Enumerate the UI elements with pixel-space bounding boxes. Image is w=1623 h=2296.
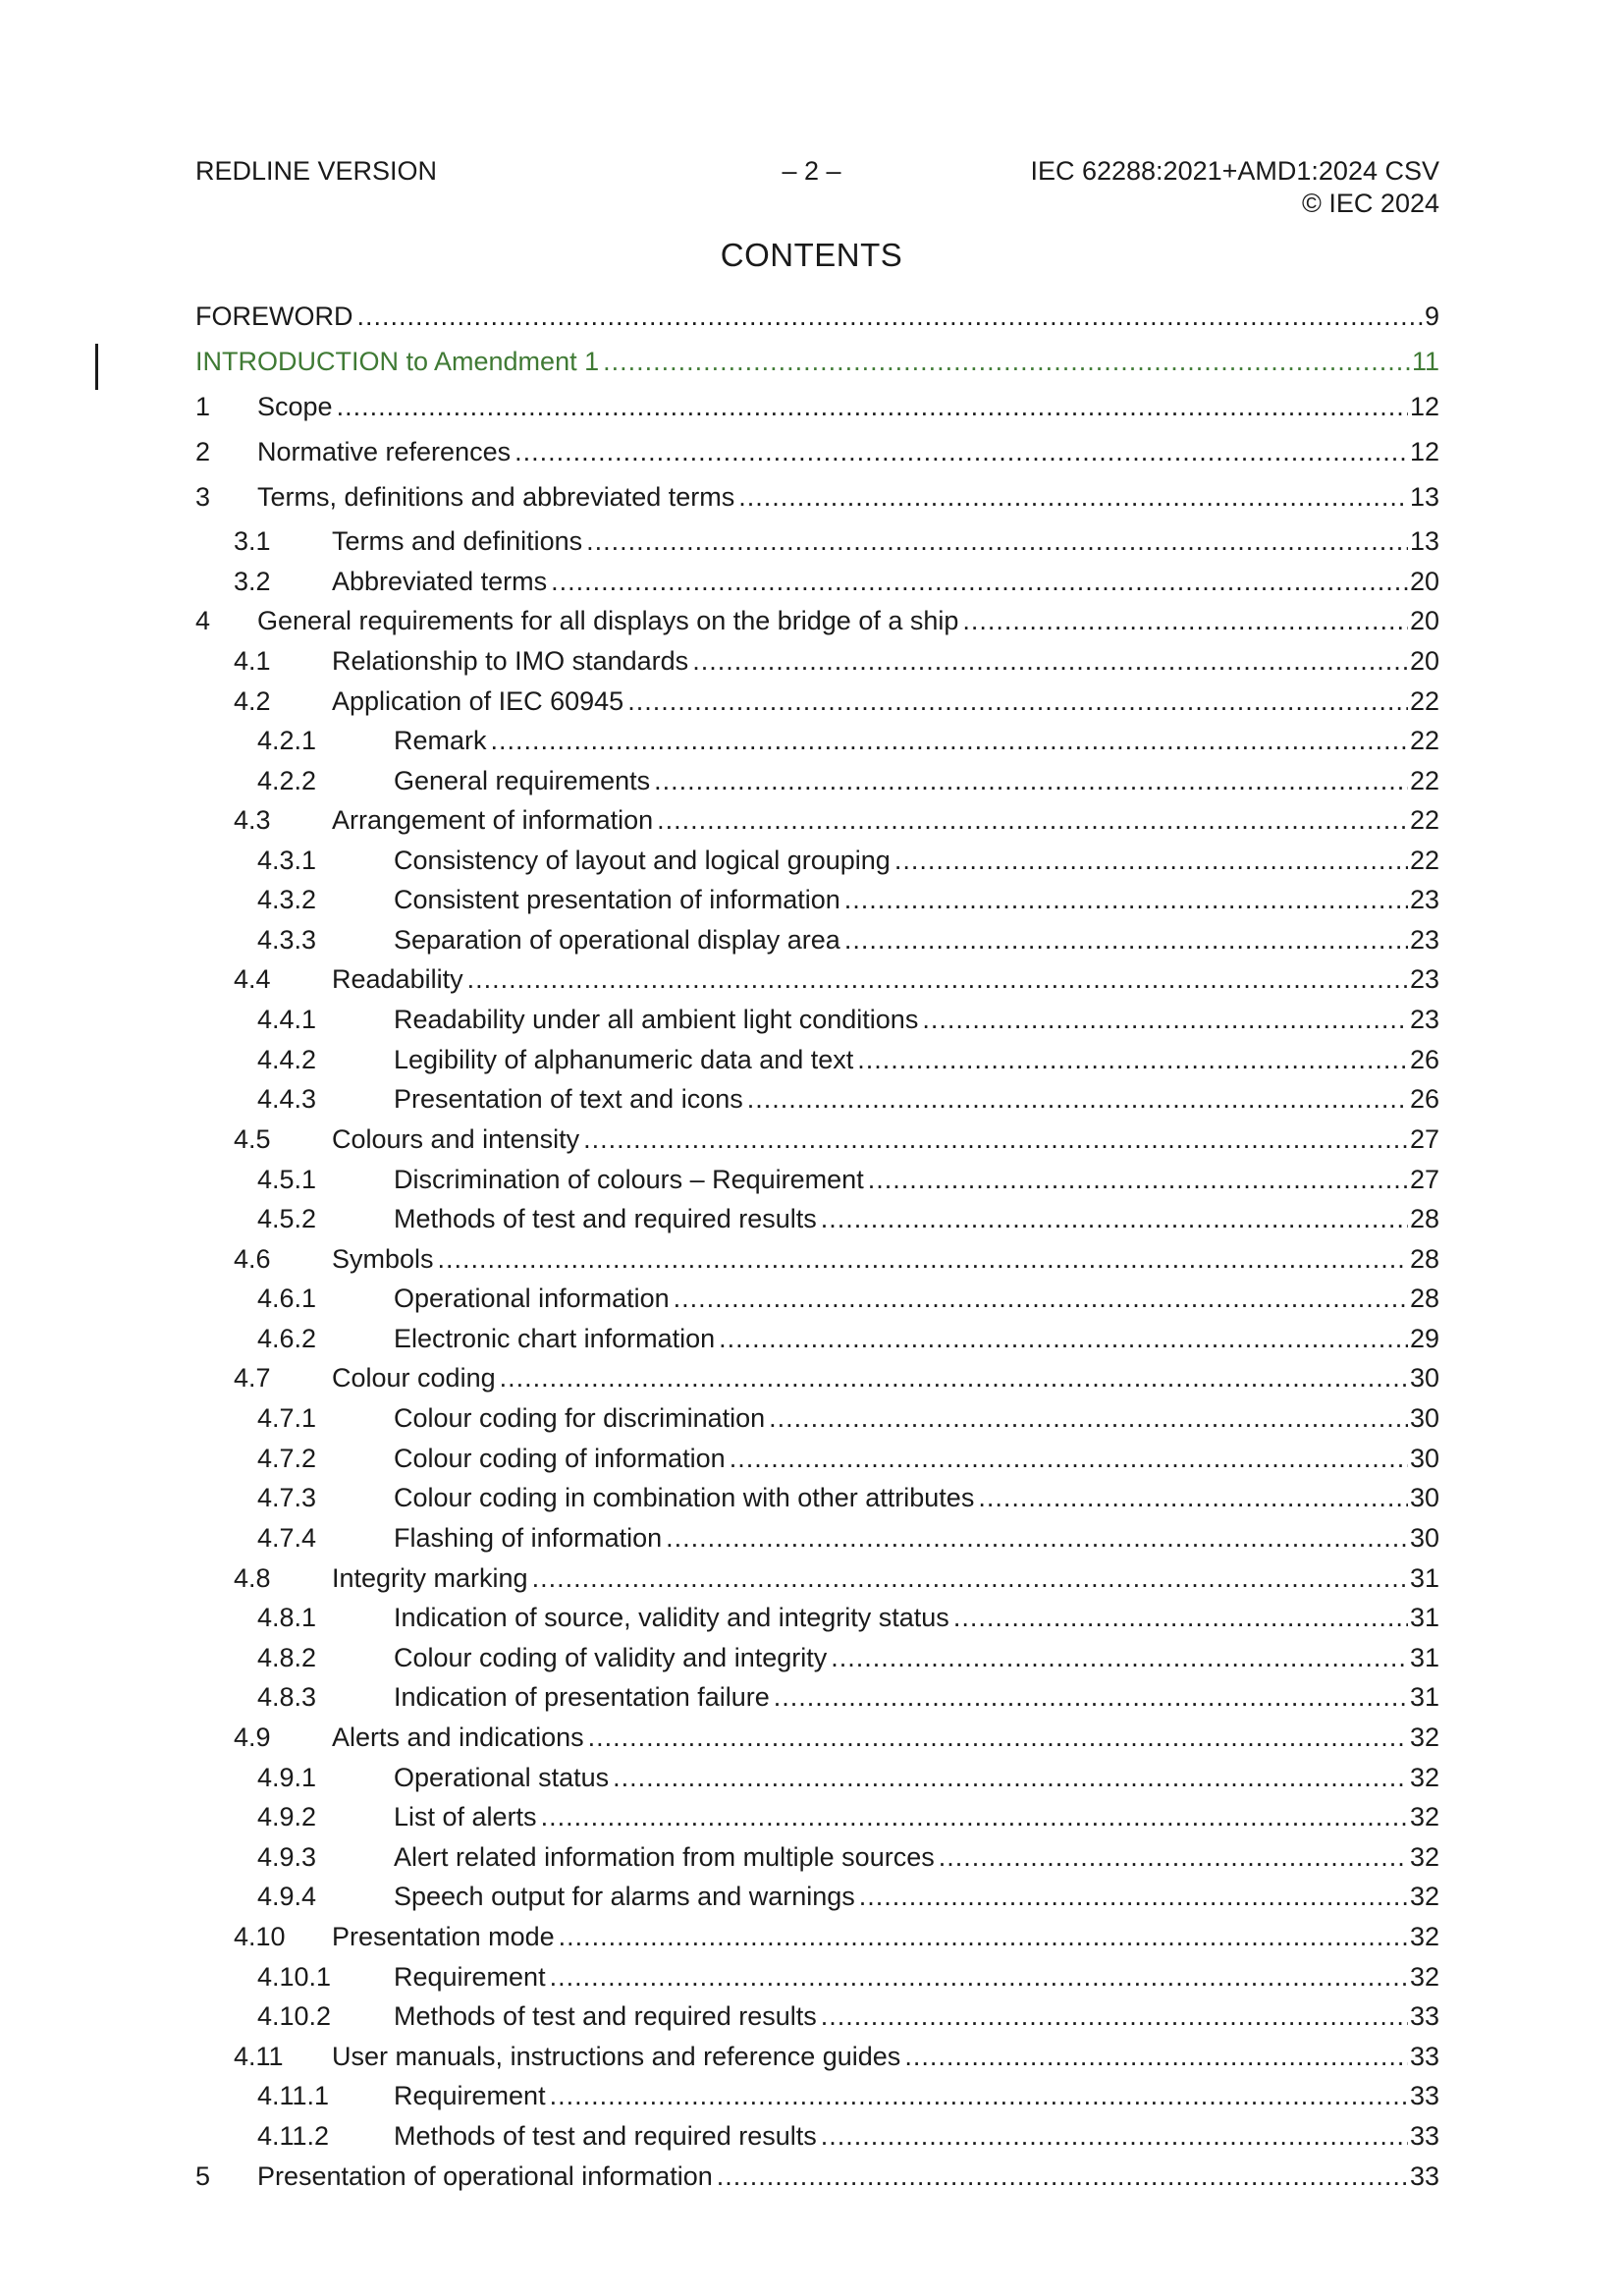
toc-section-number: 4.6.2 bbox=[257, 1324, 317, 1353]
toc-dot-leader bbox=[532, 1561, 1408, 1595]
toc-section-title: Methods of test and required results bbox=[394, 2001, 817, 2031]
toc-entry[interactable] bbox=[234, 524, 1439, 558]
toc-entry[interactable] bbox=[234, 1122, 1439, 1156]
toc-entry[interactable] bbox=[195, 480, 1439, 514]
toc-dot-leader bbox=[730, 1442, 1408, 1475]
toc-page-number: 33 bbox=[1409, 2001, 1439, 2031]
toc-dot-leader bbox=[674, 1282, 1408, 1315]
toc-entry[interactable] bbox=[257, 1163, 1439, 1196]
toc-entry[interactable] bbox=[234, 803, 1439, 837]
toc-entry[interactable] bbox=[257, 1401, 1439, 1435]
toc-entry[interactable] bbox=[195, 345, 1439, 378]
toc-section-number: 3.2 bbox=[234, 567, 271, 596]
toc-page-number: 32 bbox=[1409, 1962, 1439, 1992]
toc-section-title: Indication of source, validity and integrity status bbox=[394, 1603, 949, 1632]
toc-entry[interactable] bbox=[257, 1761, 1439, 1794]
toc-section-number: 4.10.1 bbox=[257, 1962, 332, 1992]
toc-dot-leader bbox=[627, 684, 1408, 718]
toc-section-number: 4.8.2 bbox=[257, 1643, 317, 1672]
toc-page-number: 23 bbox=[1409, 1005, 1439, 1034]
toc-entry[interactable] bbox=[257, 1282, 1439, 1315]
toc-section-number: 4.5 bbox=[234, 1124, 271, 1154]
toc-dot-leader bbox=[774, 1680, 1408, 1714]
toc-section-title: Separation of operational display area bbox=[394, 925, 840, 955]
toc-entry[interactable] bbox=[234, 565, 1439, 598]
toc-section-number: 4.4.2 bbox=[257, 1045, 317, 1074]
toc-page-number: 31 bbox=[1409, 1643, 1439, 1672]
toc-section-number: 4.7.4 bbox=[257, 1523, 317, 1553]
toc-section-title: Integrity marking bbox=[332, 1563, 528, 1593]
toc-dot-leader bbox=[551, 565, 1408, 598]
toc-section-title: Terms, definitions and abbreviated terms bbox=[257, 482, 735, 512]
toc-dot-leader bbox=[559, 1920, 1408, 1953]
toc-dot-leader bbox=[491, 724, 1408, 757]
toc-dot-leader bbox=[821, 1999, 1408, 2033]
toc-section-title: Arrangement of information bbox=[332, 805, 654, 835]
toc-page-number: 22 bbox=[1409, 726, 1439, 755]
toc-dot-leader bbox=[831, 1641, 1408, 1674]
toc-section-number: 4.2.1 bbox=[257, 726, 317, 755]
toc-page-number: 32 bbox=[1409, 1882, 1439, 1911]
toc-section-number: 5 bbox=[195, 2161, 211, 2191]
toc-dot-leader bbox=[844, 883, 1408, 916]
toc-section-number: 4.1 bbox=[234, 646, 271, 676]
toc-dot-leader bbox=[603, 345, 1410, 378]
toc-entry[interactable] bbox=[257, 764, 1439, 797]
toc-dot-leader bbox=[657, 803, 1408, 837]
toc-entry[interactable] bbox=[257, 1082, 1439, 1116]
toc-section-title: Normative references bbox=[257, 437, 512, 466]
toc-page-number: 26 bbox=[1409, 1045, 1439, 1074]
toc-dot-leader bbox=[654, 764, 1408, 797]
toc-page-number: 9 bbox=[1424, 301, 1439, 331]
toc-dot-leader bbox=[953, 1601, 1408, 1634]
toc-dot-leader bbox=[717, 2159, 1408, 2193]
toc-section-title: Flashing of information bbox=[394, 1523, 663, 1553]
toc-dot-leader bbox=[550, 1960, 1408, 1994]
toc-section-number: 4.2 bbox=[234, 686, 271, 716]
toc-section-title: General requirements bbox=[394, 766, 651, 795]
toc-dot-leader bbox=[500, 1361, 1408, 1394]
toc-entry[interactable] bbox=[234, 962, 1439, 996]
toc-section-title: Presentation mode bbox=[332, 1922, 555, 1951]
toc-section-title: Consistent presentation of information bbox=[394, 885, 840, 914]
copyright: © IEC 2024 bbox=[1302, 189, 1439, 218]
toc-entry[interactable] bbox=[257, 1043, 1439, 1076]
toc-page-number: 13 bbox=[1409, 526, 1439, 556]
toc-dot-leader bbox=[337, 390, 1408, 423]
toc-page-number: 31 bbox=[1409, 1682, 1439, 1712]
toc-page-number: 32 bbox=[1409, 1722, 1439, 1752]
toc-dot-leader bbox=[857, 1043, 1408, 1076]
toc-page-number: 27 bbox=[1409, 1165, 1439, 1194]
toc-entry[interactable] bbox=[257, 1800, 1439, 1833]
toc-section-title: Presentation of text and icons bbox=[394, 1084, 743, 1114]
toc-dot-leader bbox=[939, 1840, 1408, 1874]
toc-page-number: 32 bbox=[1409, 1763, 1439, 1792]
toc-section-title: Relationship to IMO standards bbox=[332, 646, 689, 676]
toc-dot-leader bbox=[541, 1800, 1408, 1833]
toc-section-number: 4.3.1 bbox=[257, 846, 317, 875]
toc-entry[interactable] bbox=[257, 1680, 1439, 1714]
toc-entry[interactable] bbox=[257, 1442, 1439, 1475]
toc-page-number: 12 bbox=[1409, 392, 1439, 421]
toc-entry[interactable] bbox=[234, 1561, 1439, 1595]
page-title: CONTENTS bbox=[720, 237, 903, 273]
toc-section-title: FOREWORD bbox=[195, 301, 353, 331]
toc-entry[interactable] bbox=[257, 1999, 1439, 2033]
toc-page-number: 32 bbox=[1409, 1802, 1439, 1831]
toc-section-number: 4.7 bbox=[234, 1363, 271, 1393]
toc-entry[interactable] bbox=[257, 1601, 1439, 1634]
toc-entry[interactable] bbox=[257, 1322, 1439, 1355]
page-number: – 2 – bbox=[782, 156, 841, 186]
toc-section-title: Alerts and indications bbox=[332, 1722, 584, 1752]
toc-section-number: 4.7.3 bbox=[257, 1483, 317, 1512]
toc-section-number: 4.7.2 bbox=[257, 1444, 317, 1473]
toc-page-number: 23 bbox=[1409, 885, 1439, 914]
toc-section-title: List of alerts bbox=[394, 1802, 537, 1831]
toc-page-number: 30 bbox=[1409, 1444, 1439, 1473]
toc-dot-leader bbox=[438, 1242, 1408, 1276]
toc-section-title: Colour coding of information bbox=[394, 1444, 726, 1473]
toc-section-title: Application of IEC 60945 bbox=[332, 686, 624, 716]
change-bar bbox=[95, 344, 98, 390]
toc-page-number: 30 bbox=[1409, 1403, 1439, 1433]
toc-entry[interactable] bbox=[195, 435, 1439, 468]
toc-page-number: 28 bbox=[1409, 1204, 1439, 1233]
toc-page-number: 33 bbox=[1409, 2161, 1439, 2191]
toc-page-number: 29 bbox=[1409, 1324, 1439, 1353]
toc-page-number: 20 bbox=[1409, 606, 1439, 635]
toc-entry[interactable] bbox=[257, 1521, 1439, 1555]
toc-section-title: Indication of presentation failure bbox=[394, 1682, 770, 1712]
toc-section-title: Speech output for alarms and warnings bbox=[394, 1882, 855, 1911]
toc-section-number: 2 bbox=[195, 437, 211, 466]
toc-entry[interactable] bbox=[234, 1242, 1439, 1276]
toc-page-number: 32 bbox=[1409, 1842, 1439, 1872]
toc-section-number: 4.4.1 bbox=[257, 1005, 317, 1034]
toc-dot-leader bbox=[821, 2119, 1408, 2153]
toc-page-number: 13 bbox=[1409, 482, 1439, 512]
toc-page-number: 33 bbox=[1409, 2042, 1439, 2071]
toc-dot-leader bbox=[666, 1521, 1408, 1555]
toc-dot-leader bbox=[583, 1122, 1408, 1156]
toc-section-title: Remark bbox=[394, 726, 487, 755]
toc-page-number: 31 bbox=[1409, 1563, 1439, 1593]
toc-section-number: 4.9.4 bbox=[257, 1882, 317, 1911]
toc-entry[interactable] bbox=[257, 2079, 1439, 2112]
toc-section-title: Operational status bbox=[394, 1763, 610, 1792]
toc-dot-leader bbox=[769, 1401, 1408, 1435]
toc-entry[interactable] bbox=[257, 724, 1439, 757]
toc-section-number: 4.10.2 bbox=[257, 2001, 332, 2031]
toc-section-title: Methods of test and required results bbox=[394, 1204, 817, 1233]
toc-section-number: 3.1 bbox=[234, 526, 271, 556]
toc-entry[interactable] bbox=[234, 684, 1439, 718]
toc-dot-leader bbox=[922, 1003, 1408, 1036]
toc-section-number: 4.5.2 bbox=[257, 1204, 317, 1233]
toc-entry[interactable] bbox=[195, 604, 1439, 637]
toc-dot-leader bbox=[962, 604, 1408, 637]
toc-page-number: 11 bbox=[1411, 347, 1439, 376]
header-left: REDLINE VERSION bbox=[195, 156, 438, 186]
toc-entry[interactable] bbox=[257, 1880, 1439, 1913]
toc-section-number: 4.9.3 bbox=[257, 1842, 317, 1872]
toc-entry[interactable] bbox=[234, 1920, 1439, 1953]
toc-dot-leader bbox=[467, 962, 1408, 996]
toc-section-title: Requirement bbox=[394, 1962, 546, 1992]
toc-section-title: Colours and intensity bbox=[332, 1124, 580, 1154]
toc-page-number: 30 bbox=[1409, 1523, 1439, 1553]
toc-section-title: INTRODUCTION to Amendment 1 bbox=[195, 347, 600, 376]
toc-section-title: Colour coding for discrimination bbox=[394, 1403, 766, 1433]
toc-section-title: Readability bbox=[332, 964, 463, 994]
toc-section-number: 4 bbox=[195, 606, 211, 635]
toc-section-title: Abbreviated terms bbox=[332, 567, 548, 596]
standard-designation: IEC 62288:2021+AMD1:2024 CSV bbox=[1030, 156, 1439, 186]
toc-section-title: Colour coding of validity and integrity bbox=[394, 1643, 828, 1672]
toc-page-number: 33 bbox=[1409, 2121, 1439, 2151]
toc-section-number: 1 bbox=[195, 392, 211, 421]
toc-section-number: 4.5.1 bbox=[257, 1165, 317, 1194]
toc-dot-leader bbox=[868, 1163, 1408, 1196]
toc-dot-leader bbox=[356, 300, 1422, 333]
toc-section-title: Discrimination of colours – Requirement bbox=[394, 1165, 864, 1194]
toc-section-number: 4.6.1 bbox=[257, 1284, 317, 1313]
toc-entry[interactable] bbox=[257, 1641, 1439, 1674]
toc-page-number: 26 bbox=[1409, 1084, 1439, 1114]
toc-entry[interactable] bbox=[234, 1361, 1439, 1394]
toc-dot-leader bbox=[550, 2079, 1408, 2112]
toc-section-title: Terms and definitions bbox=[332, 526, 583, 556]
toc-section-title: Requirement bbox=[394, 2081, 546, 2110]
toc-section-number: 4.8 bbox=[234, 1563, 271, 1593]
toc-section-title: Consistency of layout and logical grouping bbox=[394, 846, 891, 875]
toc-section-number: 4.6 bbox=[234, 1244, 271, 1274]
toc-dot-leader bbox=[613, 1761, 1408, 1794]
toc-section-number: 4.9 bbox=[234, 1722, 271, 1752]
toc-entry[interactable] bbox=[257, 923, 1439, 957]
toc-entry[interactable] bbox=[257, 1202, 1439, 1235]
toc-dot-leader bbox=[692, 644, 1408, 678]
toc-section-title: User manuals, instructions and reference guides bbox=[332, 2042, 901, 2071]
toc-entry[interactable] bbox=[195, 2159, 1439, 2193]
toc-dot-leader bbox=[588, 1721, 1408, 1754]
toc-section-title: Colour coding bbox=[332, 1363, 496, 1393]
toc-page-number: 20 bbox=[1409, 646, 1439, 676]
toc-entry[interactable] bbox=[234, 644, 1439, 678]
toc-dot-leader bbox=[738, 480, 1408, 514]
toc-page-number: 30 bbox=[1409, 1483, 1439, 1512]
toc-section-number: 4.11 bbox=[234, 2042, 284, 2071]
toc-dot-leader bbox=[844, 923, 1408, 957]
toc-page-number: 33 bbox=[1409, 2081, 1439, 2110]
toc-section-title: Alert related information from multiple sources bbox=[394, 1842, 935, 1872]
toc-page-number: 30 bbox=[1409, 1363, 1439, 1393]
toc-dot-leader bbox=[719, 1322, 1408, 1355]
toc-dot-leader bbox=[514, 435, 1408, 468]
toc-section-number: 4.3.3 bbox=[257, 925, 317, 955]
toc-page-number: 22 bbox=[1409, 686, 1439, 716]
header-right bbox=[1030, 155, 1439, 220]
toc-entry[interactable] bbox=[257, 1840, 1439, 1874]
toc-page-number: 27 bbox=[1409, 1124, 1439, 1154]
toc-dot-leader bbox=[747, 1082, 1408, 1116]
toc-entry[interactable] bbox=[257, 2119, 1439, 2153]
toc-page-number: 23 bbox=[1409, 925, 1439, 955]
toc-page-number: 28 bbox=[1409, 1284, 1439, 1313]
toc-section-title: Scope bbox=[257, 392, 333, 421]
toc-entry[interactable] bbox=[195, 300, 1439, 333]
toc-section-title: Presentation of operational information bbox=[257, 2161, 713, 2191]
toc-section-number: 4.11.1 bbox=[257, 2081, 330, 2110]
toc-section-number: 4.3 bbox=[234, 805, 271, 835]
toc-dot-leader bbox=[586, 524, 1408, 558]
toc-section-number: 4.8.1 bbox=[257, 1603, 317, 1632]
toc-entry[interactable] bbox=[257, 844, 1439, 877]
toc-section-number: 4.3.2 bbox=[257, 885, 317, 914]
toc-section-number: 4.7.1 bbox=[257, 1403, 317, 1433]
toc-section-title: Readability under all ambient light conditions bbox=[394, 1005, 919, 1034]
toc-dot-leader bbox=[859, 1880, 1408, 1913]
toc-entry[interactable] bbox=[234, 1721, 1439, 1754]
toc-section-title: Legibility of alphanumeric data and text bbox=[394, 1045, 854, 1074]
toc-section-title: Operational information bbox=[394, 1284, 670, 1313]
toc-section-number: 4.9.2 bbox=[257, 1802, 317, 1831]
toc-dot-leader bbox=[904, 2040, 1408, 2073]
toc-section-number: 3 bbox=[195, 482, 211, 512]
toc-dot-leader bbox=[821, 1202, 1408, 1235]
toc-page-number: 20 bbox=[1409, 567, 1439, 596]
toc-section-title: Colour coding in combination with other attributes bbox=[394, 1483, 975, 1512]
toc-page-number: 22 bbox=[1409, 805, 1439, 835]
toc-entry[interactable] bbox=[195, 390, 1439, 423]
toc-page-number: 32 bbox=[1409, 1922, 1439, 1951]
toc-section-title: Electronic chart information bbox=[394, 1324, 716, 1353]
toc-section-number: 4.10 bbox=[234, 1922, 286, 1951]
toc-page-number: 22 bbox=[1409, 846, 1439, 875]
toc-entry[interactable] bbox=[257, 1481, 1439, 1514]
toc-section-title: Symbols bbox=[332, 1244, 434, 1274]
toc-page-number: 28 bbox=[1409, 1244, 1439, 1274]
toc-dot-leader bbox=[978, 1481, 1408, 1514]
toc-entry[interactable] bbox=[257, 1003, 1439, 1036]
toc-dot-leader bbox=[894, 844, 1408, 877]
toc-page-number: 12 bbox=[1409, 437, 1439, 466]
toc-entry[interactable] bbox=[234, 2040, 1439, 2073]
toc-entry[interactable] bbox=[257, 1960, 1439, 1994]
toc-page-number: 31 bbox=[1409, 1603, 1439, 1632]
toc-section-number: 4.4.3 bbox=[257, 1084, 317, 1114]
toc-section-number: 4.9.1 bbox=[257, 1763, 317, 1792]
toc-section-number: 4.4 bbox=[234, 964, 271, 994]
toc-entry[interactable] bbox=[257, 883, 1439, 916]
toc-section-number: 4.8.3 bbox=[257, 1682, 317, 1712]
toc-section-number: 4.2.2 bbox=[257, 766, 317, 795]
toc-section-title: General requirements for all displays on the bridge of a ship bbox=[257, 606, 959, 635]
toc-page-number: 23 bbox=[1409, 964, 1439, 994]
toc-section-number: 4.11.2 bbox=[257, 2121, 330, 2151]
toc-section-title: Methods of test and required results bbox=[394, 2121, 817, 2151]
toc-page-number: 22 bbox=[1409, 766, 1439, 795]
